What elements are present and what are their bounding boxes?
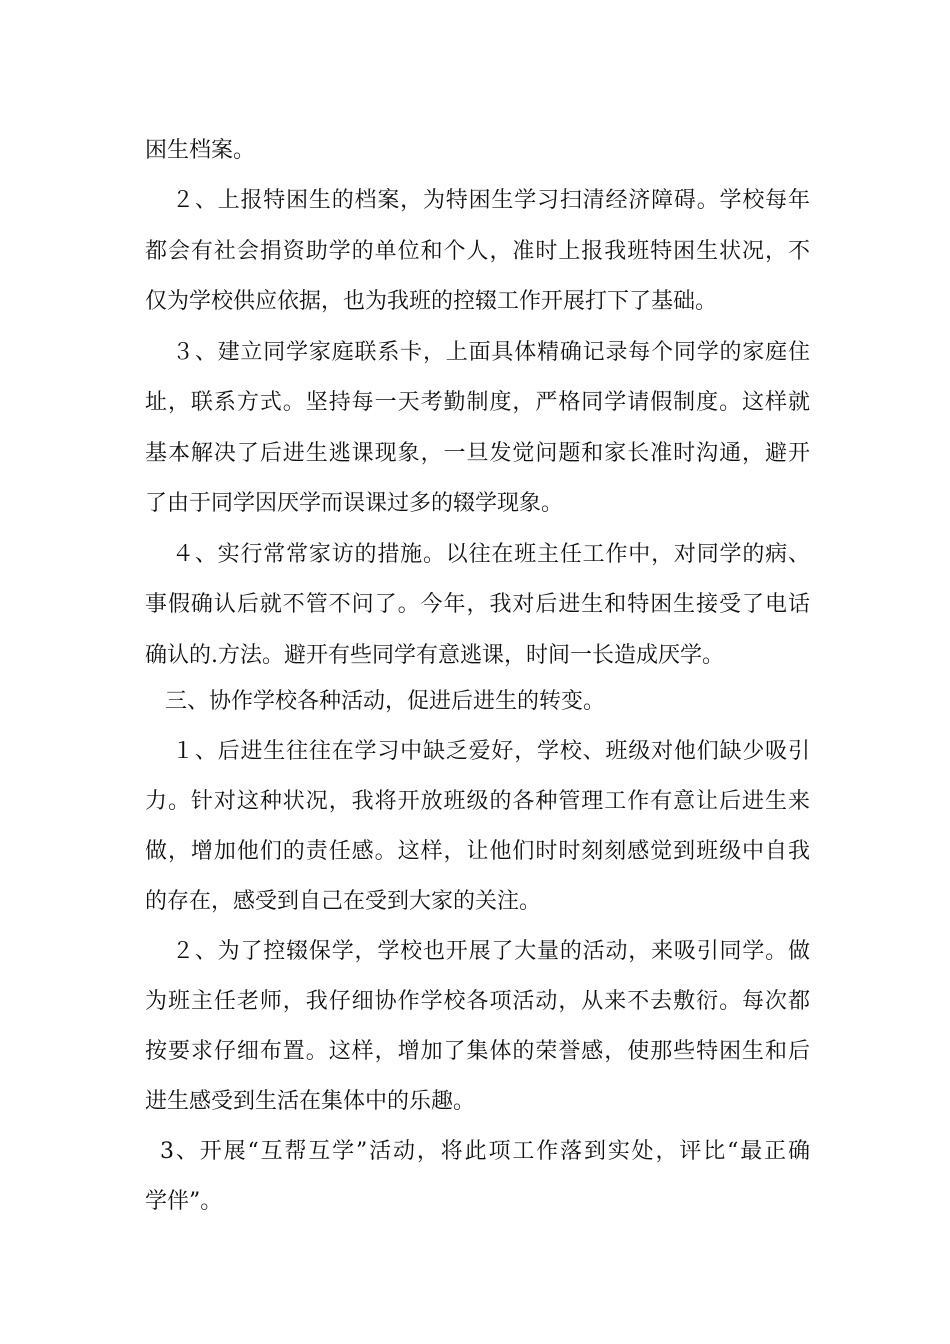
text-line: 做，增加他们的责任感。这样，让他们时时刻刻感觉到班级中自我 — [145, 839, 810, 864]
text-line: １、后进生往往在学习中缺乏爱好，学校、班级对他们缺少吸引 — [172, 739, 810, 764]
text-line: 进生感受到生活在集体中的乐趣。 — [145, 1089, 476, 1114]
text-line: 了由于同学因厌学而误课过多的辍学现象。 — [145, 491, 564, 516]
text-line: 事假确认后就不管不问了。今年，我对后进生和特困生接受了电话 — [145, 592, 810, 617]
text-line: 的存在，感受到自己在受到大家的关注。 — [145, 889, 542, 914]
text-line: ４、实行常常家访的措施。以往在班主任工作中，对同学的病、 — [172, 542, 810, 567]
text-line: 都会有社会捐资助学的单位和个人，准时上报我班特困生状况，不 — [145, 239, 810, 264]
text-line: 3、开展“互帮互学”活动，将此项工作落到实处，评比“最正确 — [160, 1139, 810, 1164]
section-heading: 三、协作学校各种活动，促进后进生的转变。 — [165, 689, 606, 714]
text-line: 学伴”。 — [145, 1189, 223, 1214]
text-line: 按要求仔细布置。这样，增加了集体的荣誉感，使那些特困生和后 — [145, 1039, 810, 1064]
text-line: 基本解决了后进生逃课现象，一旦发觉问题和家长准时沟通，避开 — [145, 441, 810, 466]
text-line: ２、为了控辍保学，学校也开展了大量的活动，来吸引同学。做 — [172, 939, 810, 964]
text-line: ３、建立同学家庭联系卡，上面具体精确记录每个同学的家庭住 — [172, 340, 810, 365]
text-line: 确认的.方法。避开有些同学有意逃课，时间一长造成厌学。 — [145, 643, 724, 668]
text-line: 址，联系方式。坚持每一天考勤制度，严格同学请假制度。这样就 — [145, 390, 810, 415]
text-line: 仅为学校供应依据，也为我班的控辍工作开展打下了基础。 — [145, 289, 718, 314]
text-line: ２、上报特困生的档案，为特困生学习扫清经济障碍。学校每年 — [172, 188, 810, 213]
text-line: 困生档案。 — [145, 138, 256, 163]
text-line: 为班主任老师，我仔细协作学校各项活动，从来不去敷衍。每次都 — [145, 989, 810, 1014]
text-line: 力。针对这种状况，我将开放班级的各种管理工作有意让后进生来 — [145, 789, 810, 814]
